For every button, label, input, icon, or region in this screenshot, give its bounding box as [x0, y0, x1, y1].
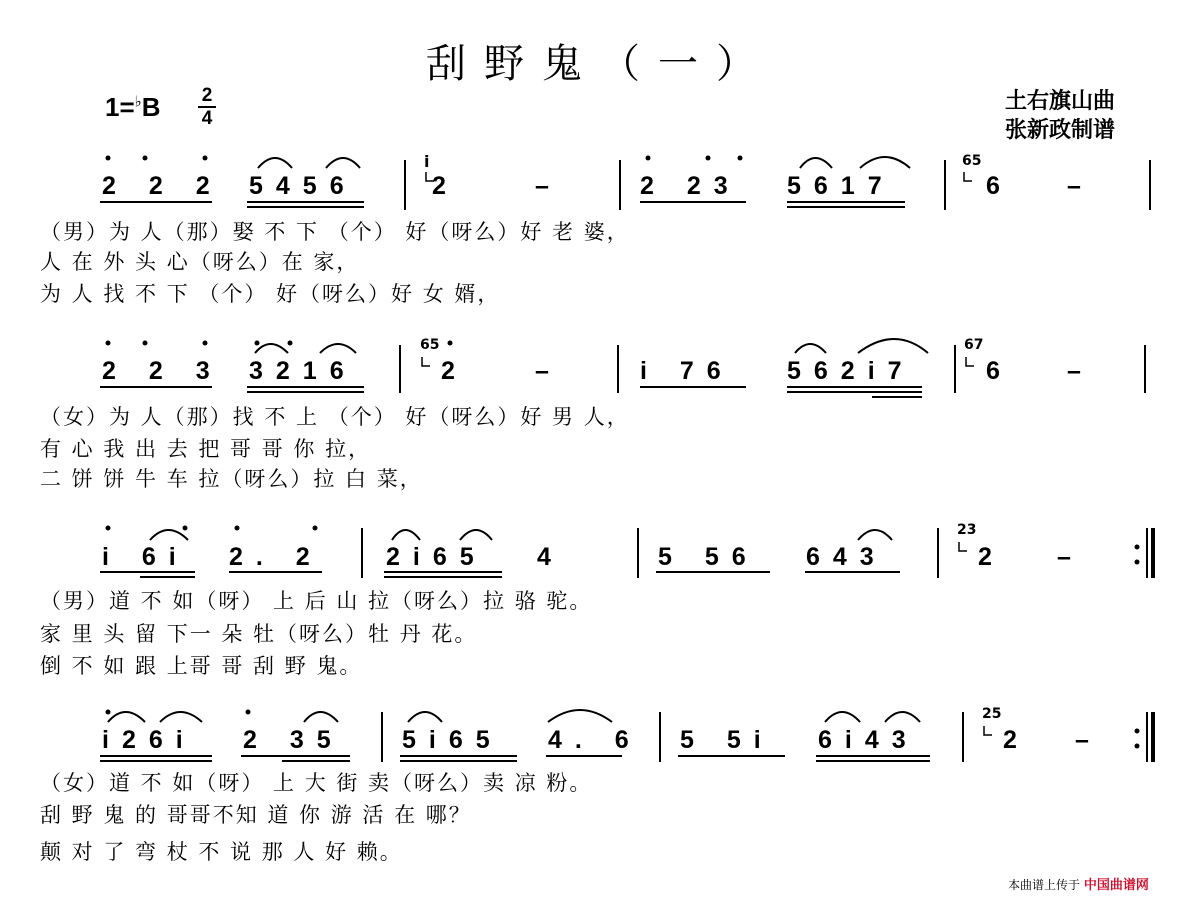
upload-text: 本曲谱上传于 [1008, 878, 1081, 892]
lyric-line: （女）道 不 如（呀） 上 大 街 卖（呀么）卖 凉 粉。 [40, 771, 593, 795]
notes-group: 5 56 [658, 543, 759, 571]
time-denominator: 4 [201, 108, 213, 129]
lyric-line: 有 心 我 出 去 把 哥 哥 你 拉， [40, 437, 372, 461]
dash-note: – [535, 357, 562, 385]
song-title: 刮野鬼（一） [426, 41, 774, 87]
notes-group: 2 23 [640, 172, 741, 200]
composer-credit: 土右旗山曲 [1005, 89, 1116, 114]
lyric-line: （男）道 不 如（呀） 上 后 山 拉（呀么）拉 骆 驼。 [40, 589, 593, 613]
lyric-line: （女）为 人（那）找 不 上 （个） 好（呀么）好 男 人， [40, 405, 630, 429]
grace-note: 25 [982, 706, 1002, 722]
notes-group: i 76 [640, 357, 734, 385]
notes-group: 2i65 [386, 543, 487, 571]
notes-group: 4 [537, 543, 564, 571]
repeat-barlines [1135, 528, 1156, 762]
notes-group: 562i7 [787, 357, 915, 385]
notes-group: 4. 6 [548, 726, 642, 754]
notes-group: 2 35 [243, 726, 344, 754]
grace-note: 67 [964, 337, 984, 353]
lyric-line: 为 人 找 不 下 （个） 好（呀么）好 女 婿， [40, 282, 501, 306]
lyric-line: 二 饼 饼 牛 车 拉（呀么）拉 白 菜， [40, 467, 423, 491]
notes-group: 2 [432, 172, 459, 200]
notes-group: 6 [986, 357, 1013, 385]
lyric-line: 刮 野 鬼 的 哥哥不知 道 你 游 活 在 哪？ [40, 803, 472, 827]
notes-group: 5i65 [402, 726, 503, 754]
dash-note: – [1075, 726, 1102, 754]
octave-dots [106, 156, 743, 715]
site-logo[interactable]: 中国曲谱网 [1083, 878, 1149, 893]
notes-group: 2. 2 [229, 543, 323, 571]
lyric-line: （男）为 人（那）娶 不 下 （个） 好（呀么）好 老 婆， [40, 220, 630, 244]
upload-footer [1008, 874, 1149, 893]
notes-group: 6i43 [818, 726, 919, 754]
arranger-credit: 张新政制谱 [1005, 118, 1116, 143]
barlines [362, 160, 1150, 762]
notes-group: i 6i [102, 543, 189, 571]
notes-group: 2 2 2 [102, 172, 223, 200]
grace-note: 65 [420, 337, 440, 353]
lyric-line: 人 在 外 头 心（呀么）在 家， [40, 250, 360, 274]
notes-group: i26i [102, 726, 196, 754]
notes-group: 6 [986, 172, 1013, 200]
notes-group: 5617 [787, 172, 895, 200]
flat-sign: ♭ [134, 93, 142, 111]
dash-note: – [1067, 357, 1094, 385]
slurs [108, 157, 928, 722]
notes-group: 3216 [249, 357, 357, 385]
dash-note: – [1067, 172, 1094, 200]
grace-hooks [422, 172, 992, 735]
time-numerator: 2 [201, 85, 213, 106]
lyric-line: 颠 对 了 弯 杖 不 说 那 人 好 赖。 [40, 840, 403, 864]
grace-note: i [424, 152, 430, 171]
dash-note: – [535, 172, 562, 200]
notes-group: 5456 [249, 172, 357, 200]
notes-group: 2 [978, 543, 1005, 571]
underlines [100, 202, 930, 761]
lyric-line: 倒 不 如 跟 上哥 哥 刮 野 鬼。 [40, 654, 363, 678]
notes-group: 2 [1003, 726, 1030, 754]
key-prefix: 1= [105, 92, 135, 122]
dash-note: – [1057, 543, 1084, 571]
lyric-line: 家 里 头 留 下一 朵 牡（呀么）牡 丹 花。 [40, 622, 478, 646]
grace-note: 65 [962, 153, 982, 169]
notes-group: 5 5i [680, 726, 774, 754]
grace-note: 23 [957, 522, 977, 538]
key-note: B [141, 92, 161, 122]
notes-group: 2 [441, 357, 468, 385]
notes-group: 643 [806, 543, 887, 571]
notes-group: 2 2 3 [102, 357, 223, 385]
